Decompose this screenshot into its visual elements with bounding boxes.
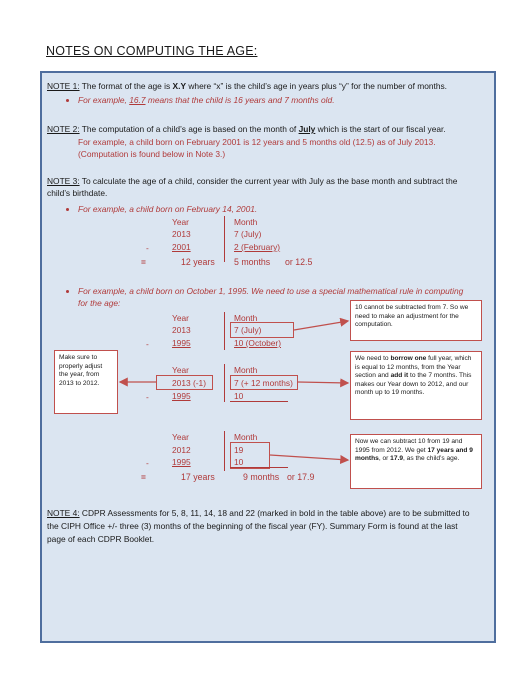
- note4-label: NOTE 4:: [47, 508, 80, 518]
- table1-equals: =: [141, 257, 146, 267]
- callout-borrow-text-b: full year, which is equal to 12 months, from the Year section and: [355, 355, 472, 380]
- table3-year-header: Year: [172, 365, 189, 375]
- table2-year1: 2013: [172, 325, 191, 335]
- table3-minus: -: [146, 392, 149, 402]
- table4-minus: -: [146, 458, 149, 468]
- table3-month-header: Month: [234, 365, 258, 375]
- table2-month2: 10 (October): [234, 338, 282, 348]
- table4-year1: 2012: [172, 445, 191, 455]
- note4-line3: page of each CDPR Booklet.: [47, 534, 155, 544]
- table4-year2: 1995: [172, 457, 191, 467]
- table1-month2: 2 (February): [234, 242, 281, 252]
- table2-month-header: Month: [234, 313, 258, 323]
- note4-line2: the CIPH Office +/- three (3) months of the beginning of the fiscal year (FY). Summary Form is found at the last: [47, 521, 458, 531]
- note3-example2-line2: for the age:: [78, 298, 121, 308]
- table2-year-header: Year: [172, 313, 189, 323]
- note1-example-a: For example,: [78, 95, 130, 105]
- note2-example-line2: (Computation is found below in Note 3.): [78, 149, 226, 159]
- callout-result-text-a: Now we can subtract 10 from 19 and 1995 from 2012. We get: [355, 438, 463, 454]
- table1-minus: -: [146, 243, 149, 253]
- table3-month2: 10: [234, 391, 244, 401]
- note3-label: NOTE 3:: [47, 176, 80, 186]
- table4-month2: 10: [234, 457, 244, 467]
- table1-result-years: 12 years: [181, 257, 215, 267]
- note1-text-b: where “x” is the child’s age in years plus “y” for the number of months.: [186, 81, 448, 91]
- table4-month1: 19: [234, 445, 244, 455]
- callout-result-bold-b: 17.9: [390, 455, 404, 463]
- note1-example-value: 16.7: [129, 95, 146, 105]
- note1-example-b: means that the child is 16 years and 7 months old.: [145, 95, 335, 105]
- callout-adjust-year: Make sure to properly adjust the year, from 2013 to 2012.: [54, 350, 118, 414]
- callout-cannot-subtract: 10 cannot be subtracted from 7. So we need to make an adjustment for the computation.: [350, 300, 482, 341]
- table1-year-header: Year: [172, 217, 189, 227]
- table2-month1: 7 (July): [234, 325, 262, 335]
- table3-month1: 7 (+ 12 months): [234, 378, 293, 388]
- note3-example1: For example, a child born on February 14, 2001.: [78, 204, 258, 214]
- note2-text-b: which is the start of our fiscal year.: [315, 124, 446, 134]
- page-title: NOTES ON COMPUTING THE AGE:: [46, 44, 258, 58]
- callout-borrow-bold-a: borrow one: [390, 355, 427, 362]
- table4-equals: =: [141, 472, 146, 482]
- table3-year1: 2013 (-1): [172, 378, 206, 388]
- note3-line2: child’s birthdate.: [47, 188, 108, 198]
- note3-text-a: To calculate the age of a child, consider the current year with July as the base month and subtract the: [79, 176, 458, 186]
- table4-result-decimal: or 17.9: [287, 472, 315, 482]
- table1-year1: 2013: [172, 229, 191, 239]
- table2-minus: -: [146, 339, 149, 349]
- note2-example-line1: For example, a child born on February 2001 is 12 years and 5 months old (12.5) as of July 2013.: [78, 137, 436, 147]
- note4-line1: [47, 508, 470, 519]
- callout-result-text-b: , or: [378, 455, 391, 463]
- callout-borrow-text-a: We need to: [355, 355, 391, 362]
- note2-label: NOTE 2:: [47, 124, 80, 134]
- note1-text-a: The format of the age is: [79, 81, 173, 91]
- note3-example2-line1: For example, a child born on October 1, 1995. We need to use a special mathematical rule in computing: [78, 286, 464, 296]
- note1-format: X.Y: [172, 81, 187, 91]
- callout-borrow-text-c: to the 7 months. This makes our Year down to 2012, and our month up to 19 months.: [355, 372, 472, 397]
- table4-result-years: 17 years: [181, 472, 215, 482]
- table3-year2: 1995: [172, 391, 191, 401]
- callout-result-bold-a: 17 years and 9 months: [355, 446, 473, 463]
- arrow-to-callout3: [270, 455, 348, 460]
- note2-text-a: The computation of a child’s age is based on the month of: [79, 124, 299, 134]
- arrow-to-callout1: [294, 321, 348, 330]
- table1-month1: 7 (July): [234, 229, 262, 239]
- callout-result-text-c: , as the child’s age.: [403, 455, 460, 463]
- note4-text-a: CDPR Assessments for 5, 8, 11, 14, 18 and 22 (marked in bold in the table above) are to be submitted to: [79, 508, 470, 518]
- table4-year-header: Year: [172, 432, 189, 442]
- table1-result-months: 5 months: [234, 257, 271, 267]
- table1-year2: 2001: [172, 242, 191, 252]
- table2-year2: 1995: [172, 338, 191, 348]
- callout-borrow-bold-b: add it: [390, 372, 409, 380]
- table4-result-months: 9 months: [243, 472, 280, 482]
- table1-result-decimal: or 12.5: [285, 257, 313, 267]
- note2-month: July: [298, 124, 316, 134]
- table1-month-header: Month: [234, 217, 258, 227]
- note1-label: NOTE 1:: [47, 81, 80, 91]
- arrow-to-callout2: [298, 382, 348, 383]
- table4-month-header: Month: [234, 432, 258, 442]
